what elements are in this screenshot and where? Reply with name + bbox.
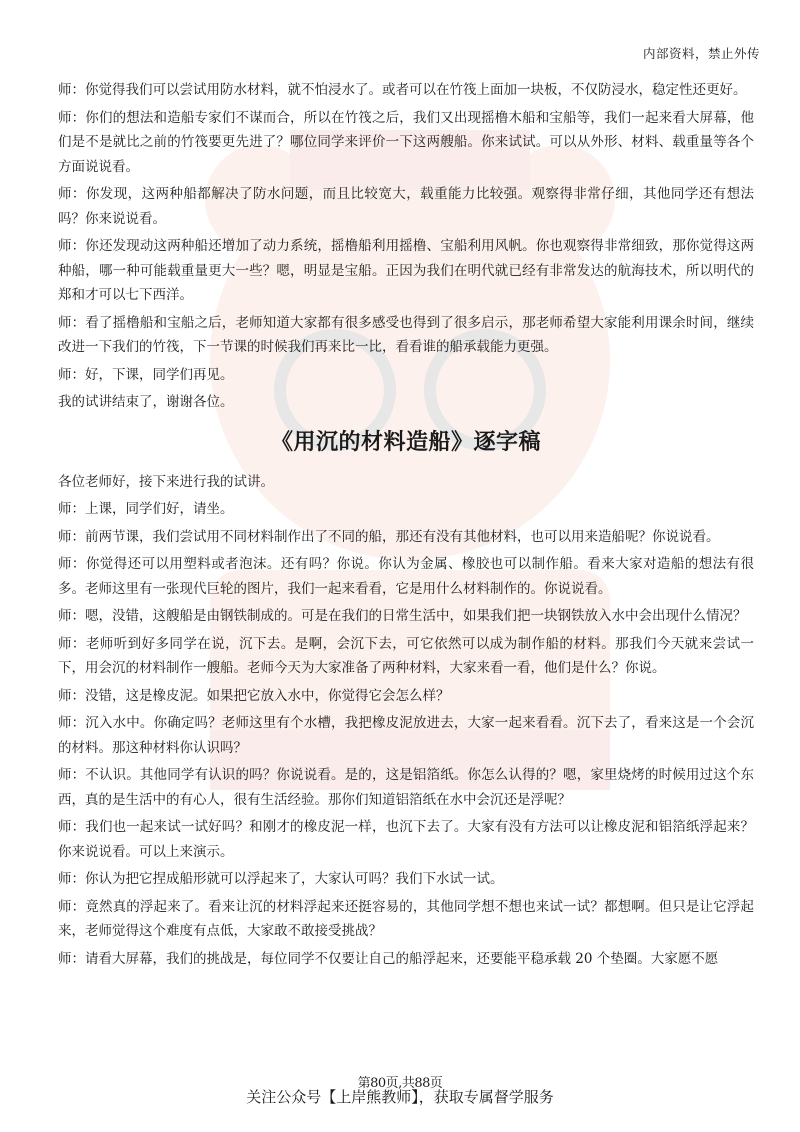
paragraph: 师：我们也一起来试一试好吗？和刚才的橡皮泥一样，也沉下去了。大家有没有方法可以让橡皮泥和铝箔纸浮起来？你来说说看。可以上来演示。	[58, 819, 754, 860]
paragraph: 师：竟然真的浮起来了。看来让沉的材料浮起来还挺容易的，其他同学想不想也来试一试？都想啊。但只是让它浮起来，老师觉得这个难度有点低，大家敢不敢接受挑战？	[58, 898, 754, 939]
section-title: 《用沉的材料造船》逐字稿	[270, 429, 541, 455]
paragraph: 师：嗯，没错，这艘船是由钢铁制成的。可是在我们的日常生活中，如果我们把一块钢铁放入水中会出现什么情况？	[58, 608, 747, 624]
paragraph: 师：好，下课，同学们再见。	[58, 366, 234, 383]
footer-promo-text: 关注公众号【上岸熊教师】，获取专属督学服务	[246, 1088, 554, 1106]
paragraph: 师：你觉得还可以用塑料或者泡沫。还有吗？你说。你认为金属、橡胶也可以制作船。看来大家对造船的想法有很多。老师这里有一张现代巨轮的图片，我们一起来看看，它是用什么材料制作的。你说说看。	[58, 556, 754, 597]
paragraph: 师：你认为把它捏成船形就可以浮起来了，大家认可吗？我们下水试一试。	[58, 871, 504, 887]
paragraph: 师：不认识。其他同学有认识的吗？你说说看。是的，这是铝箔纸。你怎么认得的？嗯，家里烧烤的时候用过这个东西，真的是生活中的有心人，很有生活经验。那你们知道铝箔纸在水中会沉还是浮呢？	[58, 767, 754, 808]
paragraph: 师：没错，这是橡皮泥。如果把它放入水中，你觉得它会怎么样？	[58, 687, 450, 704]
paragraph: 师：前两节课，我们尝试用不同材料制作出了不同的船，那还有没有其他材料，也可以用来造船呢？你说说看。	[58, 528, 720, 545]
paragraph: 各位老师好，接下来进行我的试讲。	[58, 473, 274, 490]
paragraph: 师：看了摇橹船和宝船之后，老师知道大家都有很多感受也得到了很多启示，那老师希望大家能利用课余时间，继续改进一下我们的竹筏，下一节课的时候我们再来比一比，看看谁的船承载能力更强。	[58, 314, 754, 355]
paragraph: 师：沉入水中。你确定吗？老师这里有个水槽，我把橡皮泥放进去，大家一起来看看。沉下去了，看来这是一个会沉的材料。那这种材料你认识吗？	[58, 715, 754, 756]
paragraph: 师：老师听到好多同学在说，沉下去。是啊，会沉下去，可它依然可以成为制作船的材料。那我们今天就来尝试一下，用会沉的材料制作一艘船。老师今天为大家准备了两种材料，大家来看一看，他们是什么？你说。	[58, 635, 754, 676]
paragraph: 师：你们的想法和造船专家们不谋而合，所以在竹筏之后，我们又出现摇橹木船和宝船等，我们一起来看大屏幕，他们是不是就比之前的竹筏要更先进了？哪位同学来评价一下这两艘船。你来试试。可以从外形、材料、载重量等各个方面说说看。	[58, 109, 754, 175]
paragraph: 师：上课，同学们好，请坐。	[58, 501, 234, 517]
paragraph: 师：你觉得我们可以尝试用防水材料，就不怕浸水了。或者可以在竹筏上面加一块板，不仅防浸水，稳定性还更好。	[58, 82, 747, 98]
page-number: 第80页,共88页	[357, 1076, 443, 1091]
paragraph: 师：你发现，这两种船都解决了防水问题，而且比较宽大，载重能力比较强。观察得非常仔细，其他同学还有想法吗？你来说说看。	[58, 186, 754, 227]
paragraph: 师：请看大屏幕，我们的挑战是，每位同学不仅要让自己的船浮起来，还要能平稳承载 20 个垫圈。大家愿不愿	[58, 950, 719, 967]
confidential-note: 内部资料，禁止外传	[642, 46, 760, 61]
paragraph: 我的试讲结束了，谢谢各位。	[58, 394, 234, 410]
document-body	[58, 78, 754, 974]
paragraph: 师：你还发现动这两种船还增加了动力系统，摇橹船利用摇橹、宝船利用风帆。你也观察得非常细致，那你觉得这两种船，哪一种可能载重量更大一些？嗯，明显是宝船。正因为我们在明代就已经有非常发达的航海技术，所以明代的郑和才可以七下西洋。	[58, 238, 754, 303]
